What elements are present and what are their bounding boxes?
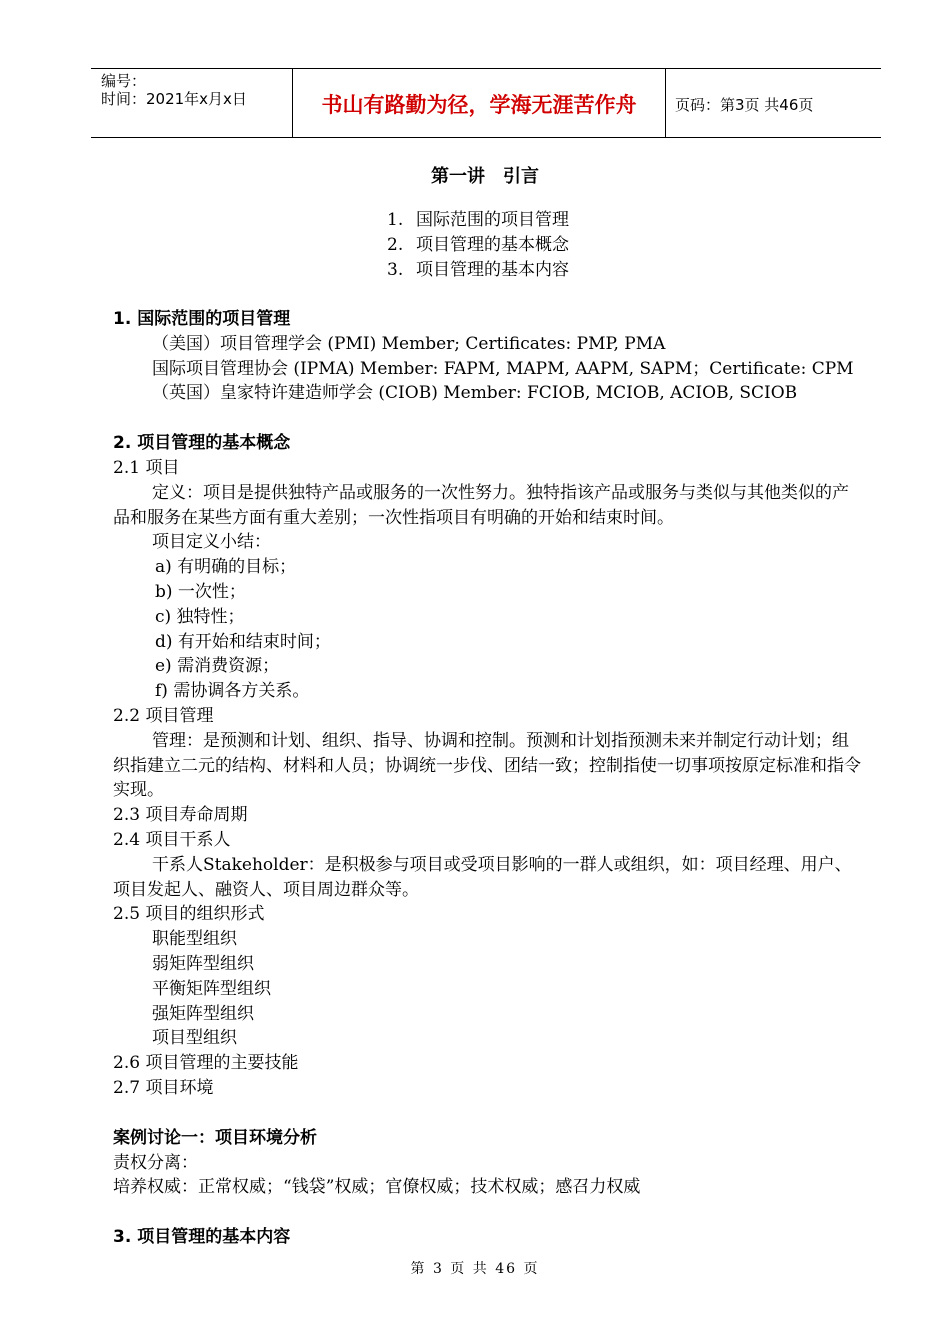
table-of-contents xyxy=(387,208,569,283)
header-page-number: 页码：第3页 共46页 xyxy=(675,96,814,114)
section-heading: 3. 项目管理的基本内容 xyxy=(113,1227,291,1248)
org-line: 国际项目管理协会 (IPMA) Member: FAPM, MAPM, AAPM, SAPM；Certificate: CPM xyxy=(152,358,854,379)
paragraph: 管理：是预测和计划、组织、指导、协调和控制。预测和计划指预测未来并制定行动计划；组织指建立二元的结构、材料和人员；协调统一步伐、团结一致；控制指使一切事项按原定标准和指令实现。 xyxy=(113,730,861,801)
subsection-heading: 2.2 项目管理 xyxy=(113,705,214,726)
header-divider xyxy=(665,69,666,137)
list-item: 职能型组织 xyxy=(152,929,237,950)
time-label: 时间：2021年x月x日 xyxy=(101,90,247,108)
header-info xyxy=(101,72,247,108)
subsection-heading: 2.6 项目管理的主要技能 xyxy=(113,1053,299,1074)
subsection-heading: 2.1 项目 xyxy=(113,457,180,478)
list-item: a) 有明确的目标； xyxy=(155,557,297,578)
header-motto: 书山有路勤为径，学海无涯苦作舟 xyxy=(321,93,637,117)
toc-item: 1. 国际范围的项目管理 xyxy=(387,210,569,230)
list-item: f) 需协调各方关系。 xyxy=(155,681,310,702)
section-heading: 2. 项目管理的基本概念 xyxy=(113,433,291,454)
toc-item: 2. 项目管理的基本概念 xyxy=(387,235,569,255)
toc-item: 3. 项目管理的基本内容 xyxy=(387,260,569,280)
list-item: 强矩阵型组织 xyxy=(152,1003,254,1024)
list-item: 平衡矩阵型组织 xyxy=(152,978,271,999)
paragraph: 责权分离： xyxy=(113,1152,198,1173)
page-footer: 第 3 页 共 46 页 xyxy=(410,1261,540,1277)
subsection-heading: 2.4 项目干系人 xyxy=(113,829,231,850)
lecture-title: 第一讲 引言 xyxy=(431,166,539,187)
list-item: 弱矩阵型组织 xyxy=(152,953,254,974)
org-line: （美国）项目管理学会 (PMI) Member; Certificates: PMP, PMA xyxy=(152,333,666,354)
subsection-heading: 2.3 项目寿命周期 xyxy=(113,805,248,826)
list-item: e) 需消费资源； xyxy=(155,656,280,677)
list-item: c) 独特性； xyxy=(155,606,245,627)
paragraph: 培养权威：正常权威；“钱袋”权威；官僚权威；技术权威；感召力权威 xyxy=(113,1177,641,1198)
paragraph: 定义：项目是提供独特产品或服务的一次性努力。独特指该产品或服务与类似与其他类似的产品和服务在某些方面有重大差别；一次性指项目有明确的开始和结束时间。 xyxy=(113,482,849,528)
paragraph: 项目定义小结： xyxy=(152,532,271,553)
org-line: （英国）皇家特许建造师学会 (CIOB) Member: FCIOB, MCIOB, ACIOB, SCIOB xyxy=(152,383,798,404)
subsection-heading: 2.7 项目环境 xyxy=(113,1077,214,1098)
section-heading: 1. 国际范围的项目管理 xyxy=(113,309,291,329)
id-label: 编号： xyxy=(101,72,147,90)
page-header xyxy=(91,68,881,138)
paragraph: 干系人Stakeholder：是积极参与项目或受项目影响的一群人或组织，如：项目经理、用户、项目发起人、融资人、项目周边群众等。 xyxy=(113,854,852,900)
list-item: d) 有开始和结束时间； xyxy=(155,631,331,652)
document-body xyxy=(113,307,863,1250)
list-item: 项目型组织 xyxy=(152,1028,237,1049)
subsection-heading: 2.5 项目的组织形式 xyxy=(113,904,265,925)
case-heading: 案例讨论一：项目环境分析 xyxy=(113,1127,317,1148)
list-item: b) 一次性； xyxy=(155,581,246,602)
